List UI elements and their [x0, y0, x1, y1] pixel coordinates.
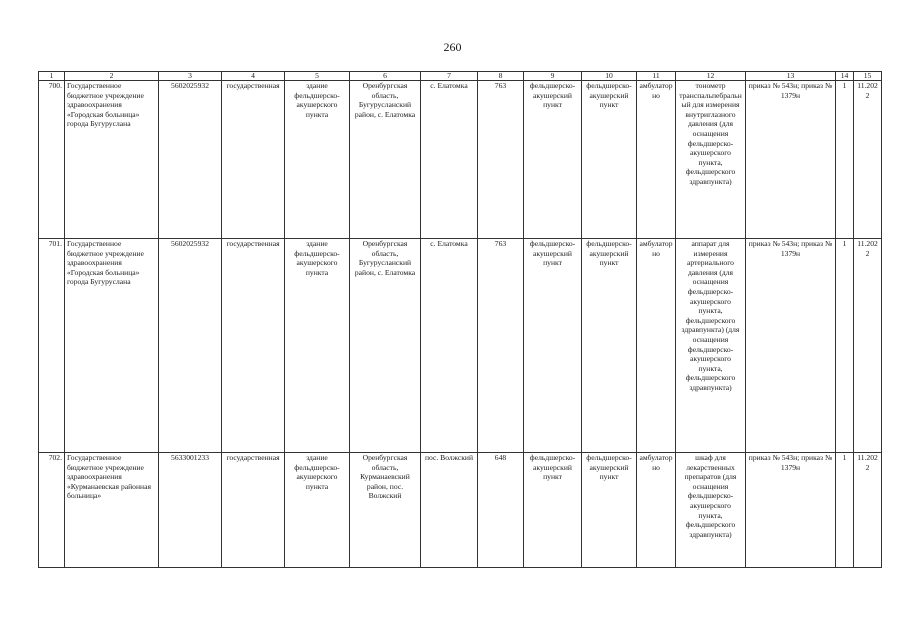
table-row [39, 239, 882, 453]
organization-cell: Государственное бюджетное учреждение здравоохранения «Курманаевская районная больница» [65, 453, 159, 568]
column-number: 13 [746, 72, 836, 81]
row-number: 701. [39, 239, 65, 453]
locality-cell: с. Елатомка [421, 239, 478, 453]
quantity-cell: 1 [836, 81, 854, 239]
column-number: 10 [582, 72, 637, 81]
ownership-cell: государственная [222, 453, 285, 568]
ownership-cell: государственная [222, 81, 285, 239]
column-number: 5 [285, 72, 350, 81]
orders-cell: приказ № 543н; приказ № 1379н [746, 239, 836, 453]
table-row [39, 453, 882, 568]
register-table [38, 71, 882, 568]
table-row [39, 81, 882, 239]
column-number: 9 [524, 72, 582, 81]
inn-cell: 5602025932 [159, 239, 222, 453]
column-number: 14 [836, 72, 854, 81]
column-number: 15 [854, 72, 882, 81]
unit-type-cell: фельдшерско-акушерский пункт [524, 239, 582, 453]
locality-cell: с. Елатомка [421, 81, 478, 239]
care-type-cell: амбулаторно [637, 453, 676, 568]
column-number: 3 [159, 72, 222, 81]
quantity-cell: 1 [836, 239, 854, 453]
orders-cell: приказ № 543н; приказ № 1379н [746, 81, 836, 239]
row-number: 702. [39, 453, 65, 568]
equipment-cell: шкаф для лекарственных препаратов (для оснащения фельдшерско-акушерского пункта, фельдшерского здравпункта) [676, 453, 746, 568]
building-cell: здание фельдшерско-акушерского пункта [285, 453, 350, 568]
column-number: 7 [421, 72, 478, 81]
orders-cell: приказ № 543н; приказ № 1379н [746, 453, 836, 568]
unit-type-cell: фельдшерско-акушерский пункт [524, 453, 582, 568]
address-cell: Оренбургская область, Курманаевский район, пос. Волжский [350, 453, 421, 568]
organization-cell: Государственное бюджетное учреждение здравоохранения «Городская больница» города Бугуруслана [65, 239, 159, 453]
inn-cell: 5602025932 [159, 81, 222, 239]
inn-cell: 5633001233 [159, 453, 222, 568]
column-number: 4 [222, 72, 285, 81]
quantity-cell: 1 [836, 453, 854, 568]
page-number: 260 [443, 40, 462, 54]
code-cell: 763 [478, 239, 524, 453]
building-cell: здание фельдшерско-акушерского пункта [285, 239, 350, 453]
equipment-cell: тонометр транспальпебральный для измерения внутриглазного давления (для оснащения фельдшерско-акушерского пункта, фельдшерского здравпункта) [676, 81, 746, 239]
code-cell: 648 [478, 453, 524, 568]
date-cell: 11.2022 [854, 453, 882, 568]
equipment-cell: аппарат для измерения артериального давления (для оснащения фельдшерско-акушерского пункта, фельдшерского здравпункта) (для оснащения фельдшерско-акушерского пункта, фельдшерского здравпункта) [676, 239, 746, 453]
column-number: 1 [39, 72, 65, 81]
ownership-cell: государственная [222, 239, 285, 453]
care-type-cell: амбулаторно [637, 239, 676, 453]
date-cell: 11.2022 [854, 81, 882, 239]
column-number: 12 [676, 72, 746, 81]
address-cell: Оренбургская область, Бугурусланский район, с. Елатомка [350, 81, 421, 239]
address-cell: Оренбургская область, Бугурусланский район, с. Елатомка [350, 239, 421, 453]
unit-name-cell: фельдшерско-акушерский пункт [582, 81, 637, 239]
organization-cell: Государственное бюджетное учреждение здравоохранения «Городская больница» города Бугуруслана [65, 81, 159, 239]
care-type-cell: амбулаторно [637, 81, 676, 239]
unit-name-cell: фельдшерско-акушерский пункт [582, 239, 637, 453]
unit-name-cell: фельдшерско-акушерский пункт [582, 453, 637, 568]
column-number: 6 [350, 72, 421, 81]
unit-type-cell: фельдшерско-акушерский пункт [524, 81, 582, 239]
building-cell: здание фельдшерско-акушерского пункта [285, 81, 350, 239]
column-number: 8 [478, 72, 524, 81]
date-cell: 11.2022 [854, 239, 882, 453]
row-number: 700. [39, 81, 65, 239]
column-number-row [39, 72, 882, 81]
locality-cell: пос. Волжский [421, 453, 478, 568]
code-cell: 763 [478, 81, 524, 239]
column-number: 2 [65, 72, 159, 81]
column-number: 11 [637, 72, 676, 81]
